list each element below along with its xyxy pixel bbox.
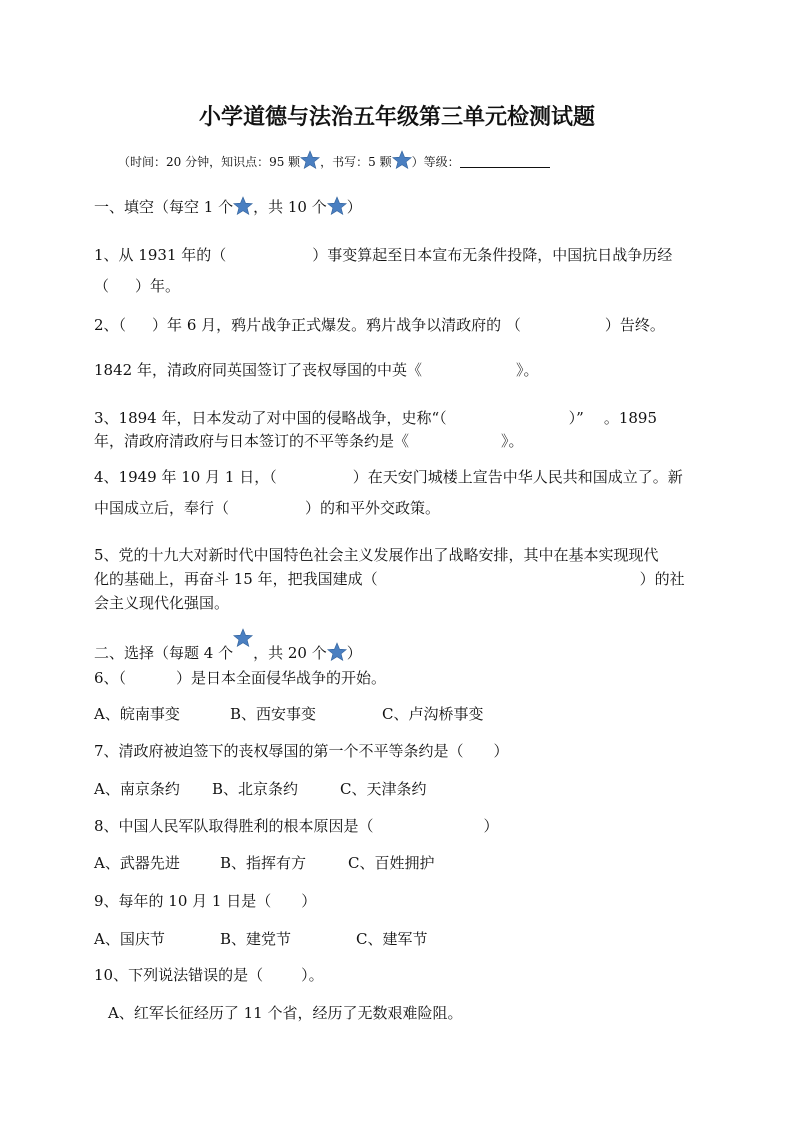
option-a[interactable]: A、国庆节 xyxy=(94,930,165,948)
option-b[interactable]: B、北京条约 xyxy=(212,780,299,798)
option-b[interactable]: B、西安事变 xyxy=(230,705,317,723)
option-a[interactable]: A、武器先进 xyxy=(94,854,180,872)
info-close: ）等级： xyxy=(411,155,460,169)
page-title: 小学道德与法治五年级第三单元检测试题 xyxy=(198,105,595,130)
question-2-line2: 1842 年，清政府同英国签订了丧权辱国的中英《 》。 xyxy=(94,361,539,379)
question-7: 7、清政府被迫签下的丧权辱国的第一个不平等条约是（ ） xyxy=(94,742,509,760)
question-4-line2: 中国成立后，奉行（ ）的和平外交政策。 xyxy=(94,499,441,517)
question-3-line2: 年，清政府清政府与日本签订的不平等条约是《 》。 xyxy=(94,432,524,450)
star-icon xyxy=(392,150,412,170)
star-icon xyxy=(327,642,347,662)
star-icon xyxy=(233,196,253,216)
question-1-line2: （ ）年。 xyxy=(94,277,181,295)
question-1-line1: 1、从 1931 年的（ ）事变算起至日本宣布无条件投降，中国抗日战争历经 xyxy=(94,246,673,264)
question-9: 9、每年的 10 月 1 日是（ ） xyxy=(94,892,317,910)
question-8-options xyxy=(94,853,704,873)
question-5-line1: 5、党的十九大对新时代中国特色社会主义发展作出了战略安排，其中在基本实现现代 xyxy=(94,546,659,564)
question-6: 6、（ ）是日本全面侵华战争的开始。 xyxy=(94,669,387,687)
question-8: 8、中国人民军队取得胜利的根本原因是（ ） xyxy=(94,817,499,835)
grade-blank[interactable] xyxy=(460,153,550,168)
question-9-options xyxy=(94,929,704,949)
star-icon xyxy=(327,196,347,216)
option-c[interactable]: C、建军节 xyxy=(356,930,428,948)
option-c[interactable]: C、百姓拥护 xyxy=(348,854,435,872)
option-c[interactable]: C、天津条约 xyxy=(340,780,427,798)
section1-heading: 一、填空（每空 1 个 ，共 10 个 ） xyxy=(94,198,362,216)
option-a[interactable]: A、南京条约 xyxy=(94,780,180,798)
question-5-line2: 化的基础上，再奋斗 15 年，把我国建成（ ）的社 xyxy=(94,570,685,588)
question-2-line1: 2、（ ）年 6 月，鸦片战争正式爆发。鸦片战争以清政府的 （ ）告终。 xyxy=(94,316,665,334)
question-5-line3: 会主义现代化强国。 xyxy=(94,594,230,612)
exam-info-line xyxy=(118,150,728,172)
question-3-line1: 3、1894 年，日本发动了对中国的侵略战争，史称“（ ）” 。1895 xyxy=(94,409,658,427)
question-6-options xyxy=(94,704,704,724)
info-mid: ，书写：5 颗 xyxy=(320,155,392,169)
section2-heading: 二、选择（每题 4 个 ，共 20 个 ） xyxy=(94,628,704,663)
question-7-options xyxy=(94,779,704,799)
star-icon xyxy=(300,150,320,170)
star-icon xyxy=(233,628,253,648)
option-c[interactable]: C、卢沟桥事变 xyxy=(382,705,484,723)
option-b[interactable]: B、建党节 xyxy=(220,930,292,948)
question-10: 10、下列说法错误的是（ ）。 xyxy=(94,966,324,984)
option-a[interactable]: A、皖南事变 xyxy=(94,705,180,723)
option-b[interactable]: B、指挥有方 xyxy=(220,854,307,872)
question-10-option-a[interactable]: A、红军长征经历了 11 个省，经历了无数艰难险阻。 xyxy=(108,1004,463,1022)
info-open: （时间：20 分钟，知识点：95 颗 xyxy=(118,155,301,169)
question-4-line1: 4、1949 年 10 月 1 日，（ ）在天安门城楼上宣告中华人民共和国成立了。新 xyxy=(94,468,683,486)
